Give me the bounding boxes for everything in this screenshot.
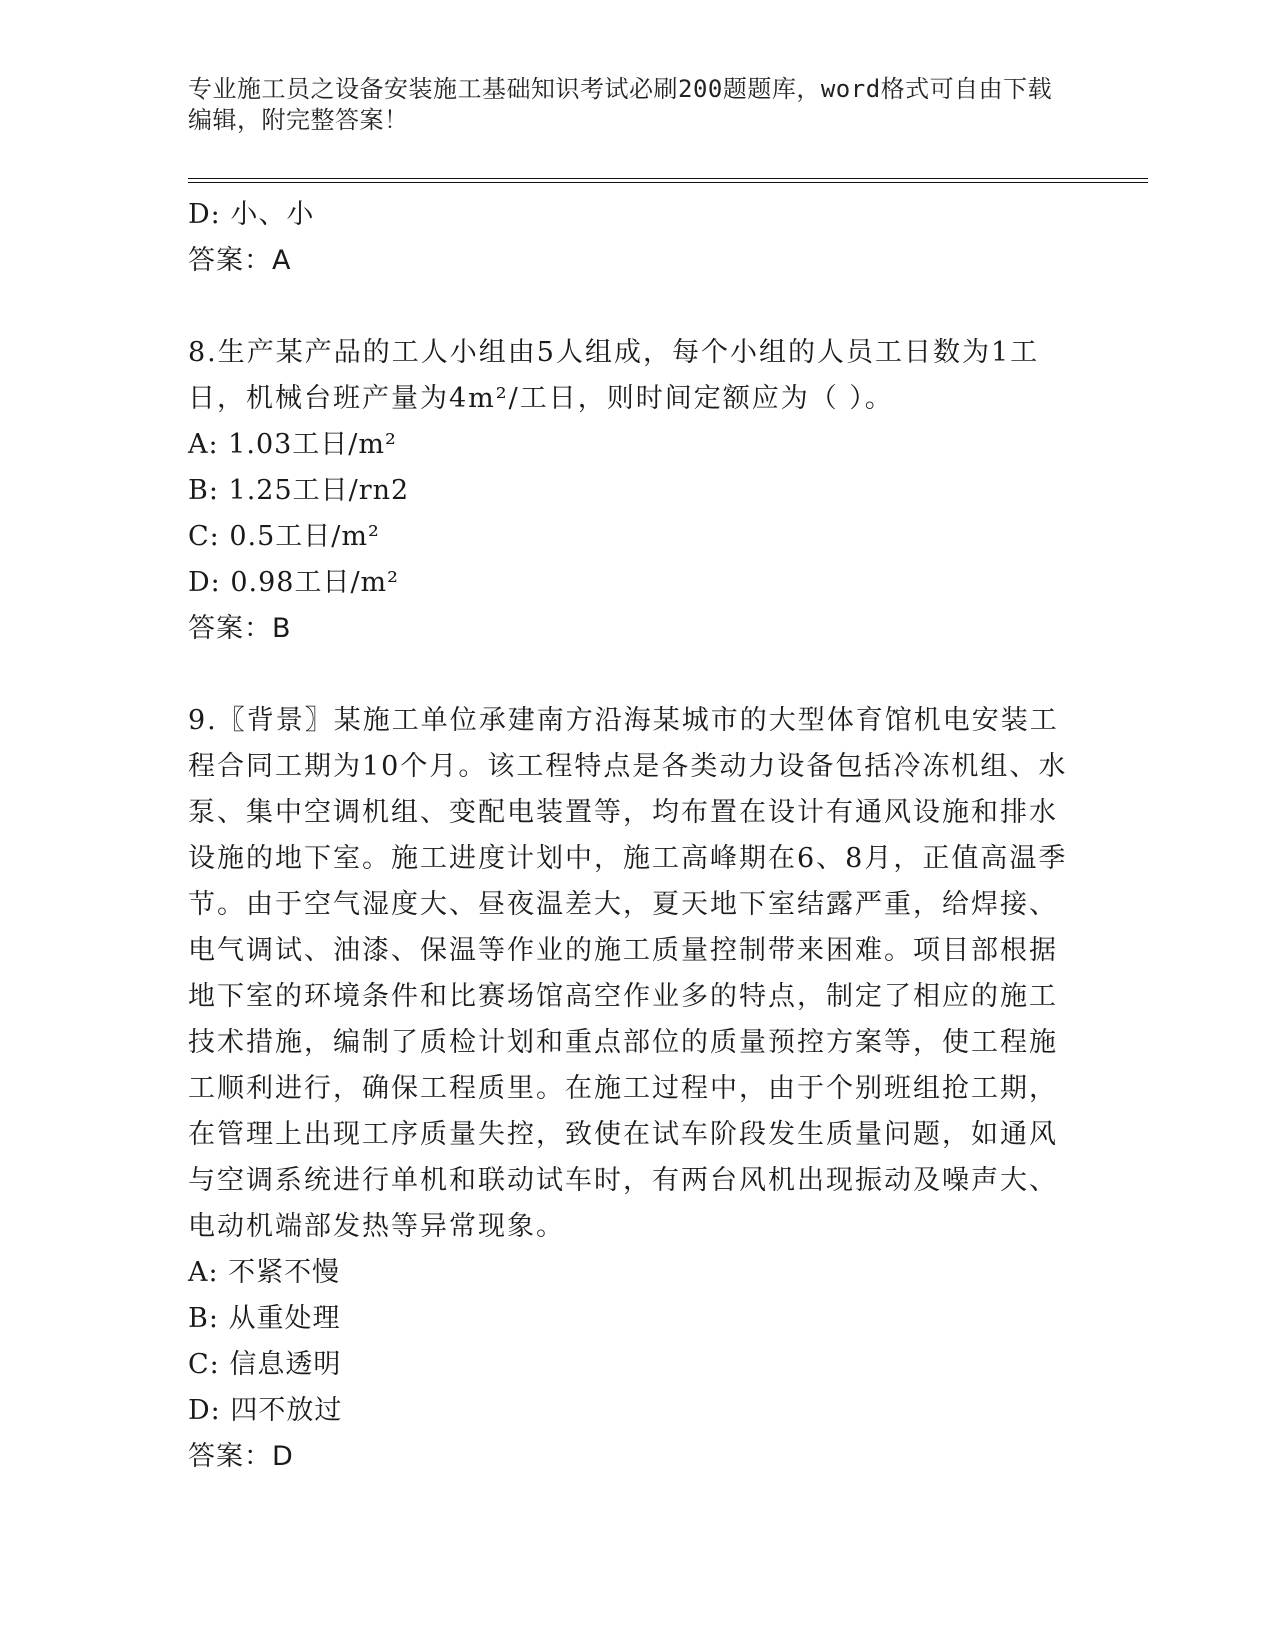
q9-stem: 9.〖背景〗某施工单位承建南方沿海某城市的大型体育馆机电安装工程合同工期为10个月。该工程特点是各类动力设备包括冷冻机组、水泵、集中空调机组、变配电装置等，均布置在设计有通风设施和排水设施的地下室。施工进度计划中，施工高峰期在6、8月，正值高温季节。由于空气湿度大、昼夜温差大，夏天地下室结露严重，给焊接、电气调试、油漆、保温等作业的施工质量控制带来困难。项目部根据地下室的环境条件和比赛场馆高空作业多的特点，制定了相应的施工技术措施，编制了质检计划和重点部位的质量预控方案等，使工程施工顺利进行，确保工程质里。在施工过程中，由于个别班组抢工期，在管理上出现工序质量失控，致使在试车阶段发生质量问题，如通风与空调系统进行单机和联动试车时，有两台风机出现振动及噪声大、电动机端部发热等异常现象。: [188, 705, 1068, 1242]
q9-answer: 答案：D: [188, 1441, 294, 1472]
spacer: [188, 284, 1068, 330]
q8-option-b: B: 1.25工日/rn2: [188, 475, 410, 506]
document-page: [188, 0, 1148, 1650]
q9-option-d: D: 四不放过: [188, 1395, 343, 1426]
q8-answer: 答案：B: [188, 613, 292, 644]
q7-answer: 答案：A: [188, 245, 292, 276]
q8-option-a: A: 1.03工日/m²: [188, 429, 397, 460]
q9-option-b: B: 从重处理: [188, 1303, 341, 1334]
header-divider: [188, 178, 1148, 183]
page-header-text: 专业施工员之设备安装施工基础知识考试必刷200题题库，word格式可自由下载编辑，附完整答案！: [188, 75, 1053, 134]
q8-option-c: C: 0.5工日/m²: [188, 521, 380, 552]
q9-option-a: A: 不紧不慢: [188, 1257, 341, 1288]
question-content: [188, 192, 1068, 1480]
q7-option-d: D: 小、小: [188, 199, 315, 230]
q8-option-d: D: 0.98工日/m²: [188, 567, 399, 598]
q9-option-c: C: 信息透明: [188, 1349, 342, 1380]
q8-stem: 8.生产某产品的工人小组由5人组成，每个小组的人员工日数为1工日，机械台班产量为4m²/工日，则时间定额应为（ ）。: [188, 337, 1040, 414]
spacer: [188, 652, 1068, 698]
